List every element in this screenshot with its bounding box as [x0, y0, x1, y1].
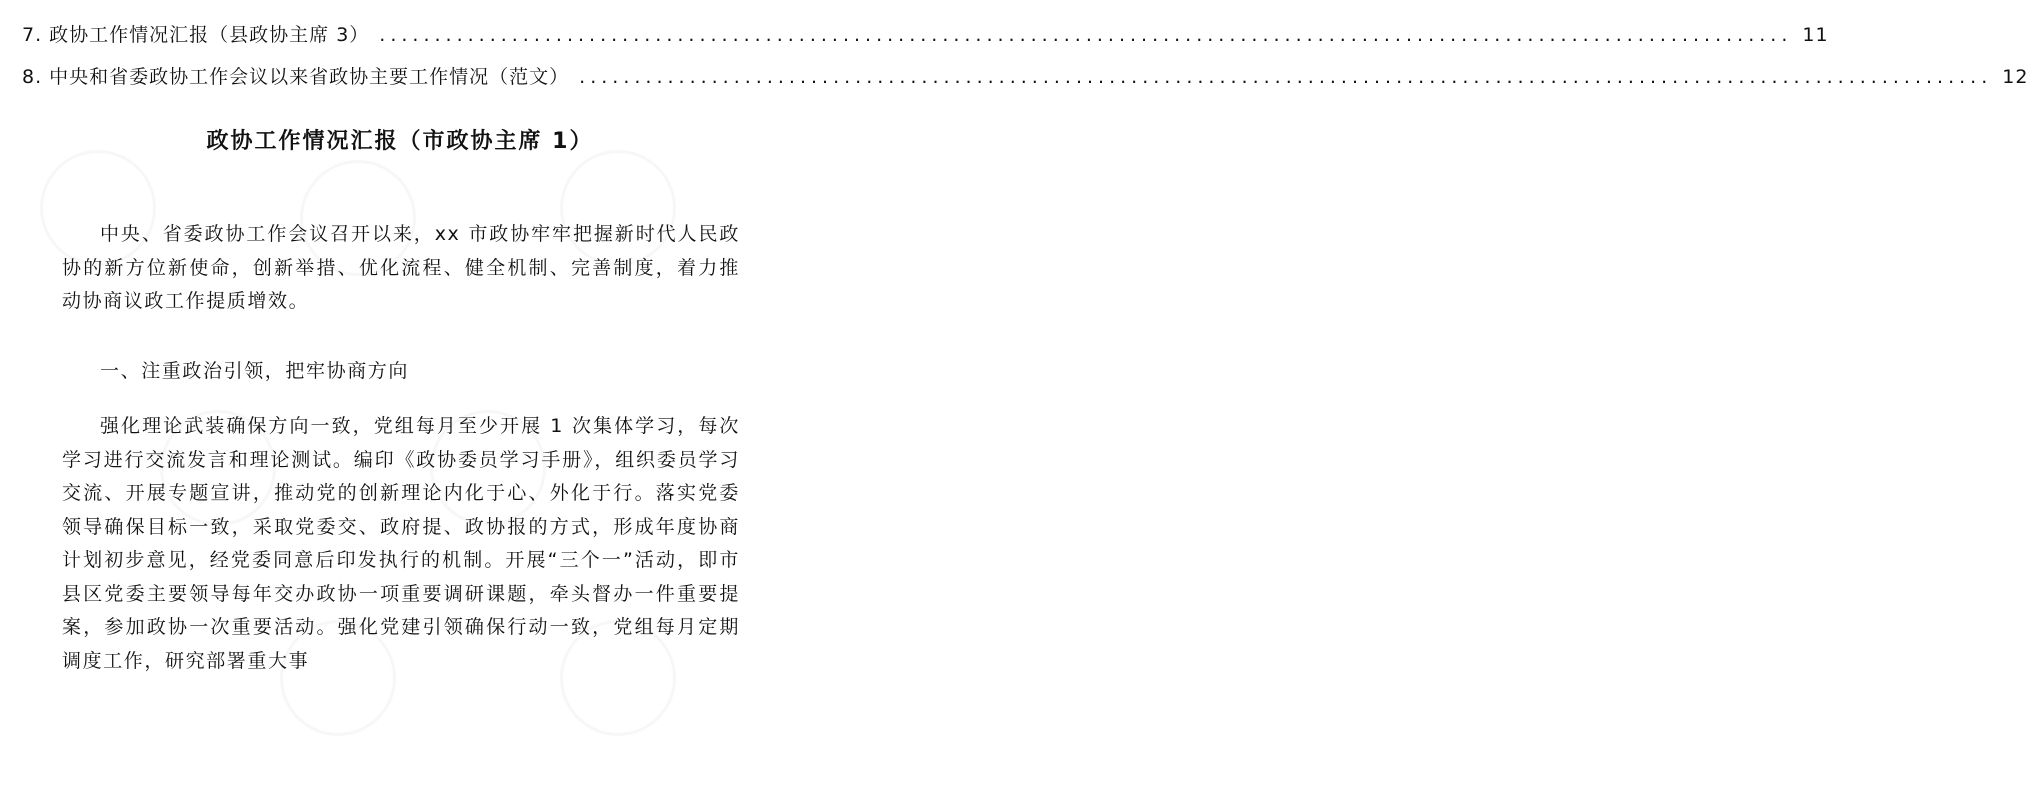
body-paragraph: 强化理论武装确保方向一致，党组每月至少开展 1 次集体学习，每次学习进行交流发言和理论测试。编印《政协委员学习手册》，组织委员学习交流、开展专题宣讲，推动党的创新理论内化于心、外化于行。落实党委领导确保目标一致，采取党委交、政府提、政协报的方式，形成年度协商计划初步意见，经党委同意后印发执行的机制。开展“三个一”活动，即市县区党委主要领导每年交办政协一项重要调研课题，牵头督办一件重要提案，参加政协一次重要活动。强化党建引领确保行动一致，党组每月定期调度工作，研究部署重大事 [62, 415, 740, 672]
toc-page-number: 11 [1802, 24, 1829, 46]
document-title: 政协工作情况汇报（市政协主席 1） [206, 129, 594, 154]
toc-page-number: 12 [2002, 66, 2028, 88]
toc-leader-dots: ................................................................................................................................ [379, 24, 1793, 46]
section-heading: 一、注重政治引领，把牢协商方向 [100, 360, 410, 382]
toc-leader-dots: ................................................................................................................................ [579, 66, 1993, 88]
toc-entry[interactable] [22, 20, 1829, 47]
toc-entry-text: 7. 政协工作情况汇报（县政协主席 3） [22, 24, 370, 46]
toc-entry-text: 8. 中央和省委政协工作会议以来省政协主要工作情况（范文） [22, 66, 570, 88]
toc-entry[interactable] [22, 62, 2028, 89]
intro-paragraph: 中央、省委政协工作会议召开以来，xx 市政协牢牢把握新时代人民政协的新方位新使命，创新举措、优化流程、健全机制、完善制度，着力推动协商议政工作提质增效。 [62, 223, 740, 312]
